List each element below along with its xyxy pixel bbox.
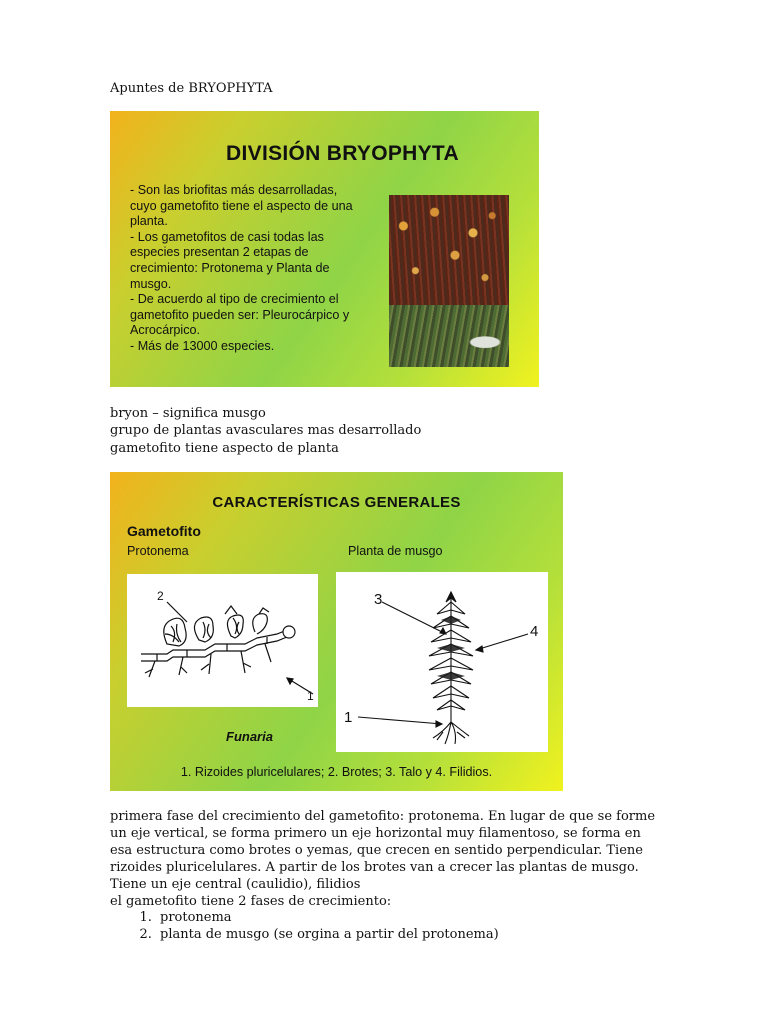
genus-label: Funaria <box>226 729 273 744</box>
moss-plant-illustration <box>336 572 548 752</box>
note-line: gametofito tiene aspecto de planta <box>110 441 339 456</box>
label-number: 1 <box>307 689 314 703</box>
slide-text-line: especies presentan 2 etapas de <box>130 245 309 260</box>
paragraph-line: esa estructura como brotes o yemas, que crecen en sentido perpendicular. Tiene <box>110 843 643 858</box>
label-number: 4 <box>530 623 539 640</box>
slide-text-line: - Los gametofitos de casi todas las <box>130 229 324 244</box>
protonema-drawing-panel <box>127 574 318 707</box>
figure-caption: 1. Rizoides pluricelulares; 2. Brotes; 3. Talo y 4. Filidios. <box>180 765 493 779</box>
note-line: grupo de plantas avasculares mas desarrollado <box>110 423 422 438</box>
list-item: 1. protonema <box>156 909 499 926</box>
slide-text-line: gametofito pueden ser: Pleurocárpico y <box>130 307 350 322</box>
slide-caracteristicas-generales <box>110 472 563 791</box>
protonema-illustration <box>127 574 318 707</box>
slide-title: CARACTERÍSTICAS GENERALES <box>212 494 461 511</box>
slide-text-line: cuyo gametofito tiene el aspecto de una <box>130 198 353 213</box>
slide-title: DIVISIÓN BRYOPHYTA <box>226 142 459 165</box>
growth-phases-list <box>130 909 499 943</box>
paragraph-line: primera fase del crecimiento del gametofito: protonema. En lugar de que se forme <box>110 809 656 824</box>
paragraph-line: Tiene un eje central (caulidio), filidios <box>110 877 361 892</box>
paragraph-line: el gametofito tiene 2 fases de crecimiento: <box>110 894 392 909</box>
paragraph-line: un eje vertical, se forma primero un eje horizontal muy filamentoso, se forma en <box>110 826 641 841</box>
slide-text-line: musgo. <box>130 276 172 291</box>
slide-text-line: - Más de 13000 especies. <box>130 338 275 353</box>
page-heading: Apuntes de BRYOPHYTA <box>110 81 273 96</box>
slide-text-line: crecimiento: Protonema y Planta de <box>130 260 330 275</box>
label-number: 1 <box>344 709 353 726</box>
paragraph-line: rizoides pluricelulares. A partir de los brotes van a crecer las plantas de musgo. <box>110 860 639 875</box>
slide-subtitle: Gametofito <box>127 523 201 539</box>
slide-bullet-text <box>130 183 380 355</box>
list-item: 2. planta de musgo (se orgina a partir del protonema) <box>156 926 499 943</box>
protonema-label: Protonema <box>127 544 189 558</box>
label-number: 2 <box>157 589 164 603</box>
slide-division-bryophyta <box>110 111 539 387</box>
label-number: 3 <box>374 591 383 608</box>
slide-text-line: - Son las briofitas más desarrolladas, <box>130 183 338 197</box>
slide-text-line: - De acuerdo al tipo de crecimiento el <box>130 292 339 307</box>
moss-plant-drawing-panel <box>336 572 548 752</box>
note-line: bryon – significa musgo <box>110 406 266 421</box>
moss-photo <box>389 195 509 367</box>
moss-plant-label: Planta de musgo <box>348 544 443 558</box>
slide-text-line: Acrocárpico. <box>130 323 200 338</box>
slide-text-line: planta. <box>130 214 168 229</box>
protonema-filament <box>141 630 287 654</box>
